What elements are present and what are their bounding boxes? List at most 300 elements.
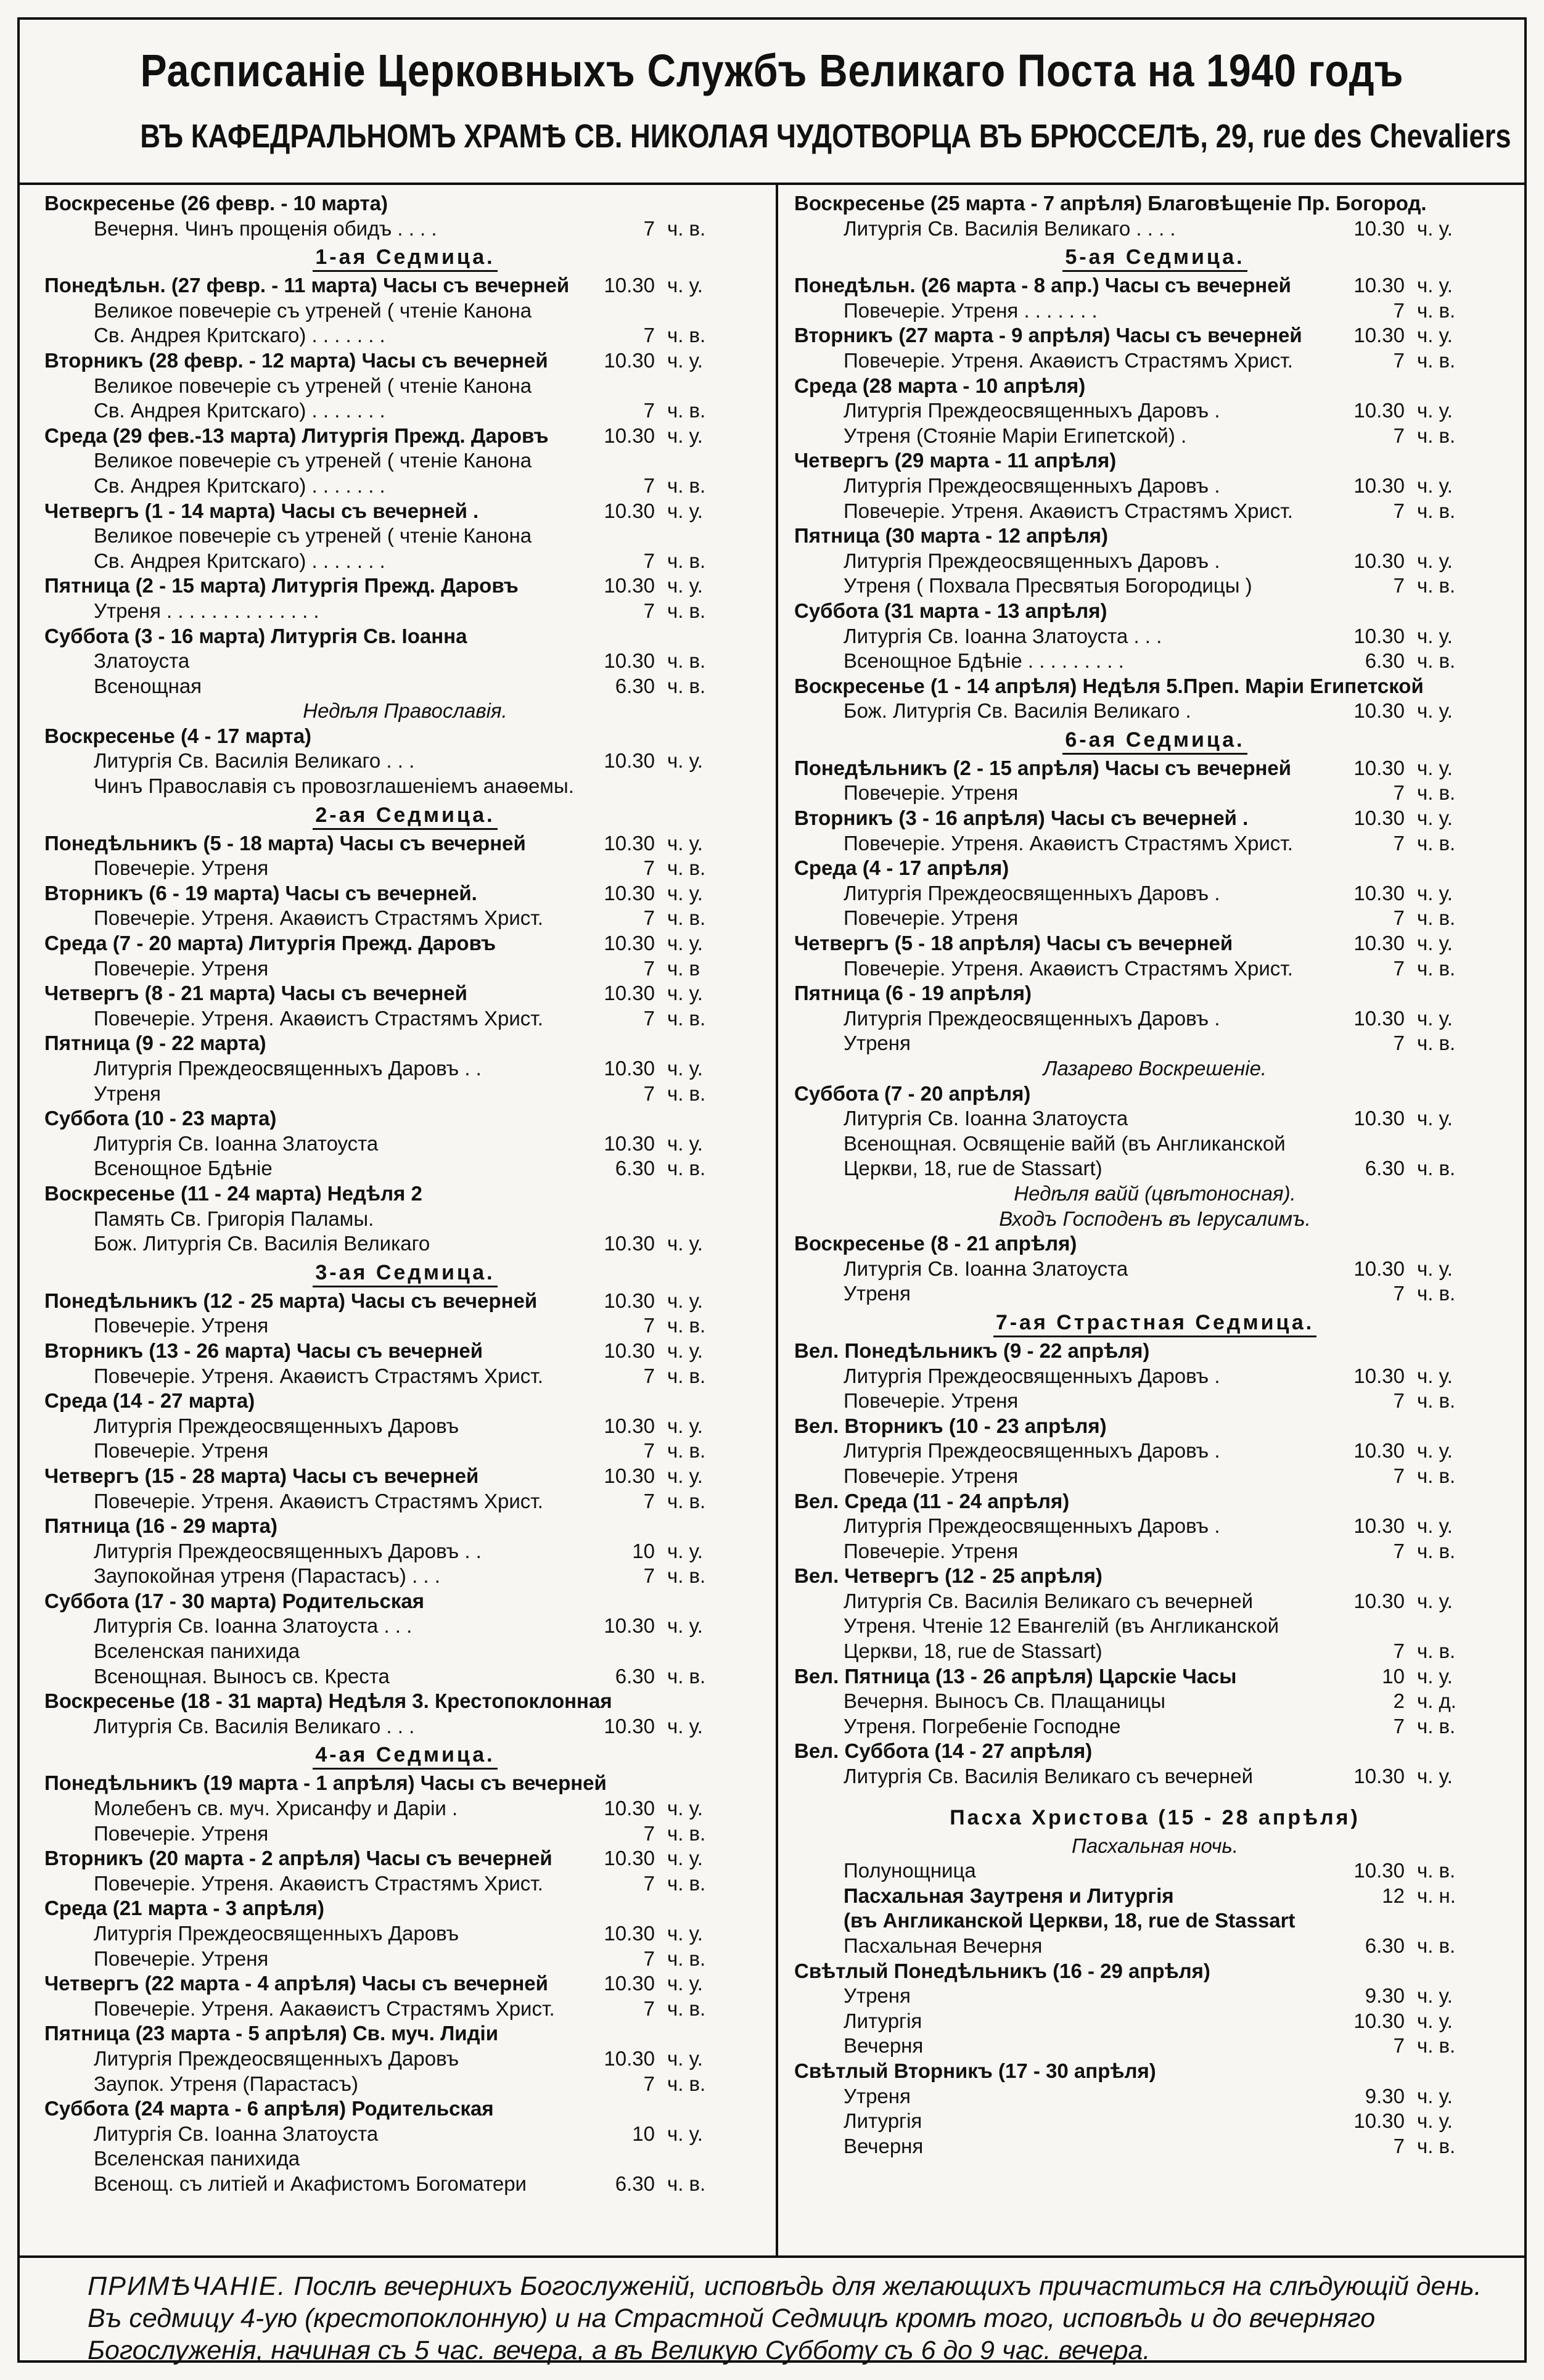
service-time: 10.30	[1353, 1514, 1405, 1538]
service-time: 10.30	[1353, 881, 1405, 905]
service-time: 10.30	[604, 649, 655, 673]
time-unit: ч. у.	[1417, 1765, 1453, 1788]
time-unit: ч. в.	[1417, 574, 1456, 597]
service-time: 7	[1393, 1282, 1405, 1305]
row-text: Понедѣльникъ (19 марта - 1 апрѣля) Часы съ вечерней	[44, 1771, 607, 1795]
row-text: Пятница (23 марта - 5 апрѣля) Св. муч. Лидіи	[44, 2022, 498, 2045]
time-unit: ч. в.	[667, 474, 706, 497]
row-text: Повечеріе. Утреня	[94, 1314, 269, 1337]
day-heading	[794, 674, 1516, 699]
row-text: Воскресенье (18 - 31 марта) Недѣля 3. Крестопоклонная	[44, 1689, 612, 1713]
time-unit: ч. у.	[667, 1057, 703, 1080]
feast-caption	[794, 1834, 1516, 1859]
time-unit: ч. у.	[1417, 1257, 1453, 1280]
time-unit: ч. в.	[667, 549, 706, 572]
row-text: Молебенъ св. муч. Хрисанфу и Даріи .	[94, 1797, 458, 1820]
row-text: Повечеріе. Утреня. Акаѳистъ Страстямъ Христ.	[844, 499, 1293, 522]
service-time: 9.30	[1365, 2084, 1405, 2107]
service-time: 10.30	[1353, 1257, 1405, 1280]
service-time: 7	[643, 856, 655, 880]
row-text: Всенощное Бдѣніе . . . . . . . . .	[844, 649, 1124, 673]
row-text: Недѣля вайй (цвѣтоносная).	[1014, 1181, 1296, 1205]
time-unit: ч. у.	[1417, 474, 1453, 497]
service-item	[794, 1364, 1516, 1389]
service-time: 7	[1393, 1639, 1405, 1663]
service-time: 10.30	[1353, 1859, 1405, 1882]
row-text: Всенощная. Освященіе вайй (въ Англиканской	[844, 1131, 1286, 1155]
row-text: 2-ая Седмица.	[313, 802, 497, 830]
time-unit: ч. у.	[1417, 624, 1453, 647]
service-time: 7	[643, 399, 655, 422]
day-heading	[44, 1589, 766, 1614]
row-text: Литургія Св. Іоанна Златоуста	[844, 1257, 1128, 1280]
day-heading	[794, 2059, 1516, 2084]
day-heading	[44, 624, 766, 649]
time-unit: ч. у.	[1417, 2109, 1453, 2133]
service-item	[794, 781, 1516, 806]
row-text: Пятница (9 - 22 марта)	[44, 1032, 266, 1055]
row-text: Вселенская панихида	[94, 1639, 300, 1663]
service-time: 7	[643, 956, 655, 980]
time-unit: ч. в.	[1417, 298, 1456, 322]
day-heading	[44, 881, 766, 906]
row-text: Понедѣльникъ (5 - 18 марта) Часы съ вечерней	[44, 831, 526, 855]
service-item	[794, 1689, 1516, 1714]
row-text: Повечеріе. Утреня	[94, 856, 269, 880]
row-text: Свѣтлый Понедѣльникъ (16 - 29 апрѣля)	[794, 1959, 1210, 1982]
service-time: 6.30	[615, 674, 655, 697]
service-item	[44, 2146, 766, 2172]
time-unit: ч. у.	[667, 749, 703, 773]
service-item	[44, 674, 766, 699]
day-heading	[44, 1339, 766, 1364]
service-item	[44, 1664, 766, 1689]
service-item	[44, 1871, 766, 1897]
day-heading	[44, 981, 766, 1006]
day-heading	[44, 1514, 766, 1539]
service-item	[794, 1389, 1516, 1414]
service-item	[794, 474, 1516, 499]
row-text: Воскресенье (8 - 21 апрѣля)	[794, 1232, 1077, 1255]
service-time: 10.30	[604, 1972, 655, 1995]
time-unit: ч. в.	[1417, 2034, 1456, 2058]
time-unit: ч. в.	[667, 2072, 706, 2095]
service-time: 7	[1393, 831, 1405, 855]
time-unit: ч. у.	[667, 1847, 703, 1870]
service-time: 10.30	[604, 1714, 655, 1738]
row-text: Суббота (17 - 30 марта) Родительская	[44, 1589, 424, 1612]
service-item	[44, 474, 766, 499]
day-heading	[794, 1081, 1516, 1107]
service-item	[44, 2046, 766, 2072]
row-text: Понедѣльн. (27 февр. - 11 марта) Часы съ вечерней	[44, 274, 570, 297]
service-item	[44, 2072, 766, 2097]
row-text: 1-ая Седмица.	[313, 244, 497, 272]
row-text: Повечеріе. Утреня	[844, 1464, 1019, 1487]
service-time: 7	[1393, 956, 1405, 980]
time-unit: ч. у.	[667, 1539, 703, 1562]
day-heading	[44, 1771, 766, 1796]
row-text: Литургія Преждеосвященныхъ Даровъ . .	[94, 1057, 482, 1080]
time-unit: ч. в.	[667, 599, 706, 622]
row-text: Повечеріе. Утреня	[844, 1389, 1019, 1413]
service-time: 2	[1393, 1689, 1405, 1713]
day-heading	[794, 806, 1516, 831]
service-item	[794, 1257, 1516, 1282]
service-item	[794, 1031, 1516, 1056]
service-item	[794, 699, 1516, 724]
service-time: 10.30	[1353, 1589, 1405, 1612]
service-time: 10.30	[604, 1464, 655, 1487]
day-heading	[794, 856, 1516, 881]
note-text: Послѣ вечернихъ Богослуженій, исповѣдь для желающихъ причаститься на слѣдующій день. Въ седмицу 4-ую (крестопоклонную) и на Страстной Седмицѣ кромѣ того, исповѣдь и до вечерняго Богослуженія, начиная съ 5 час. вечера, а въ Великую Субботу съ 6 до 9 час. вечера.	[88, 2271, 1482, 2365]
row-text: Среда (21 марта - 3 апрѣля)	[44, 1897, 324, 1920]
service-item	[794, 2033, 1516, 2059]
row-text: Понедѣльникъ (12 - 25 марта) Часы съ вечерней	[44, 1289, 538, 1312]
row-text: Литургія Св. Іоанна Златоуста . . .	[844, 624, 1162, 647]
row-text: Литургія Св. Василія Великаго . . .	[94, 1714, 415, 1738]
row-text: 6-ая Седмица.	[1062, 727, 1247, 755]
row-text: Воскресенье (11 - 24 марта) Недѣля 2	[44, 1181, 422, 1205]
time-unit: ч. у.	[1417, 324, 1453, 347]
service-item	[794, 549, 1516, 574]
row-text: Вечерня	[844, 2134, 924, 2157]
row-text: Литургія Св. Василія Великаго . . . .	[844, 216, 1176, 240]
service-item	[44, 1231, 766, 1257]
service-time: 6.30	[1365, 649, 1405, 673]
time-unit: ч. у.	[1417, 1514, 1453, 1538]
day-heading	[44, 2021, 766, 2046]
row-text: Вечерня. Чинъ прощенія обидъ . . . .	[94, 216, 437, 240]
day-heading	[794, 1564, 1516, 1589]
service-item	[44, 856, 766, 881]
service-item	[44, 1156, 766, 1181]
service-item	[794, 956, 1516, 982]
row-text: Полунощница	[844, 1859, 976, 1882]
time-unit: ч. у.	[667, 348, 703, 372]
time-unit: ч. у.	[667, 574, 703, 597]
service-item	[794, 881, 1516, 906]
service-item	[44, 1714, 766, 1739]
service-time: 10	[1382, 1664, 1405, 1688]
time-unit: ч. в.	[667, 856, 706, 880]
row-text: Повечеріе. Утреня	[844, 906, 1019, 930]
row-text: Вел. Суббота (14 - 27 апрѣля)	[794, 1739, 1093, 1763]
service-time: 10.30	[604, 1232, 655, 1255]
service-item	[44, 649, 766, 674]
row-text: Литургія	[844, 2109, 922, 2133]
service-time: 10.30	[1353, 1107, 1405, 1130]
service-item	[794, 1764, 1516, 1789]
time-unit: ч. в.	[667, 649, 706, 673]
day-heading	[794, 1339, 1516, 1364]
service-time: 7	[643, 599, 655, 622]
service-item	[44, 374, 766, 399]
row-text: Понедѣльникъ (2 - 15 апрѣля) Часы съ вечерней	[794, 756, 1292, 779]
service-item	[44, 1489, 766, 1514]
row-text: Недѣля Православія.	[303, 699, 507, 723]
service-item	[44, 1947, 766, 1972]
feast-caption	[44, 699, 766, 724]
service-time: 10.30	[604, 982, 655, 1005]
service-time: 7	[1393, 2034, 1405, 2058]
row-text: Воскресенье (1 - 14 апрѣля) Недѣля 5.Преп. Маріи Египетской	[794, 674, 1424, 697]
row-text: Входъ Господенъ въ Іерусалимъ.	[999, 1207, 1311, 1230]
time-unit: ч. у.	[1417, 549, 1453, 572]
row-text: Утреня	[844, 1282, 911, 1305]
service-item	[794, 1589, 1516, 1614]
service-item	[794, 216, 1516, 242]
row-text: Среда (4 - 17 апрѣля)	[794, 856, 1009, 880]
time-unit: ч. у.	[667, 1614, 703, 1638]
service-time: 10.30	[604, 574, 655, 597]
row-text: Великое повечеріе съ утреней ( чтеніе Канона	[94, 298, 532, 322]
row-text: 7-ая Страстная Седмица.	[993, 1310, 1316, 1337]
service-time: 10.30	[604, 1847, 655, 1870]
row-text: Всенощная	[94, 674, 202, 697]
time-unit: ч. у.	[667, 424, 703, 447]
service-item	[44, 1821, 766, 1847]
row-text: Суббота (7 - 20 апрѣля)	[794, 1081, 1031, 1105]
feast-caption	[794, 1056, 1516, 1081]
service-time: 7	[643, 1564, 655, 1588]
row-text: 5-ая Седмица.	[1062, 244, 1247, 272]
time-unit: ч. в.	[667, 1489, 706, 1512]
service-time: 7	[643, 2072, 655, 2095]
service-time: 7	[643, 549, 655, 572]
row-text: Среда (28 марта - 10 апрѣля)	[794, 374, 1086, 397]
row-text: Повечеріе. Утреня	[844, 781, 1019, 805]
row-text: Повечеріе. Утреня	[844, 1539, 1019, 1562]
row-text: Великое повечеріе съ утреней ( чтеніе Канона	[94, 449, 532, 472]
service-time: 10.30	[1353, 324, 1405, 347]
row-text: Повечеріе. Утреня	[94, 1439, 269, 1463]
day-heading	[44, 1971, 766, 1996]
row-text: Литургія Преждеосвященныхъ Даровъ . .	[94, 1539, 482, 1562]
service-time: 10	[632, 1539, 655, 1562]
service-item	[794, 649, 1516, 674]
row-text: Литургія Преждеосвященныхъ Даровъ	[94, 2046, 459, 2070]
service-time: 7	[643, 1439, 655, 1463]
row-text: Вел. Понедѣльникъ (9 - 22 апрѣля)	[794, 1339, 1150, 1362]
time-unit: ч. в.	[1417, 1157, 1456, 1180]
day-heading	[44, 1464, 766, 1489]
service-item	[794, 348, 1516, 374]
service-item	[44, 1438, 766, 1464]
service-item	[44, 1056, 766, 1081]
time-unit: ч. у.	[667, 1232, 703, 1255]
row-text: Вторникъ (13 - 26 марта) Часы съ вечерней	[44, 1339, 483, 1362]
day-heading	[794, 931, 1516, 956]
service-item	[794, 2134, 1516, 2159]
service-time: 7	[643, 216, 655, 240]
time-unit: ч. в.	[1417, 1934, 1456, 1957]
service-time: 10.30	[1353, 274, 1405, 297]
day-heading	[794, 1231, 1516, 1257]
service-item	[44, 398, 766, 424]
row-text: Воскресенье (25 марта - 7 апрѣля) Благовѣщеніе Пр. Богород.	[794, 192, 1427, 215]
note-paragraph	[88, 2270, 1500, 2366]
row-text: Литургія Преждеосвященныхъ Даровъ .	[844, 549, 1220, 572]
service-item	[44, 1364, 766, 1389]
service-time: 7	[643, 1996, 655, 2020]
note-label: ПРИМѢЧАНІЕ.	[88, 2271, 287, 2301]
service-time: 12	[1382, 1884, 1405, 1907]
time-unit: ч. в.	[1417, 781, 1456, 805]
time-unit: ч. у.	[667, 982, 703, 1005]
row-text: Всенощное Бдѣніе	[94, 1157, 273, 1180]
time-unit: ч. в.	[1417, 1539, 1456, 1562]
time-unit: ч. в.	[1417, 649, 1456, 673]
time-unit: ч. н.	[1417, 1884, 1456, 1907]
time-unit: ч. у.	[1417, 2084, 1453, 2107]
day-heading	[794, 323, 1516, 348]
service-time: 7	[1393, 574, 1405, 597]
row-text: Пятница (16 - 29 марта)	[44, 1514, 278, 1538]
service-time: 6.30	[1365, 1934, 1405, 1957]
day-heading	[44, 1846, 766, 1871]
service-time: 7	[643, 1871, 655, 1895]
row-text: Суббота (3 - 16 марта) Литургія Св. Іоанна	[44, 624, 467, 647]
row-text: Повечеріе. Утреня	[94, 1821, 269, 1845]
row-text: Литургія	[844, 2009, 922, 2032]
week-heading	[794, 724, 1516, 756]
row-text: Повечеріе. Утреня. Акаѳистъ Страстямъ Христ.	[94, 1489, 543, 1512]
service-time: 7	[643, 1947, 655, 1970]
service-item	[44, 1796, 766, 1821]
day-heading	[44, 1031, 766, 1056]
service-item	[44, 599, 766, 624]
time-unit: ч. у.	[667, 2122, 703, 2145]
row-text: Повечеріе. Утреня. Акаѳистъ Страстямъ Христ.	[844, 831, 1293, 855]
service-time: 10.30	[1353, 1364, 1405, 1387]
service-item	[44, 1539, 766, 1564]
service-time: 9.30	[1365, 1984, 1405, 2008]
day-heading	[44, 348, 766, 374]
service-time: 10.30	[1353, 2009, 1405, 2032]
service-time: 6.30	[615, 2172, 655, 2195]
service-item	[794, 499, 1516, 524]
service-time: 10.30	[1353, 1439, 1405, 1463]
row-text: Заупокойная утреня (Парастасъ) . . .	[94, 1564, 440, 1588]
row-text: Среда (14 - 27 марта)	[44, 1389, 255, 1413]
service-time: 7	[1393, 1464, 1405, 1487]
schedule-frame	[17, 17, 1527, 2363]
service-item	[794, 2084, 1516, 2109]
row-text: Вторникъ (28 февр. - 12 марта) Часы съ вечерней	[44, 348, 548, 372]
row-text: Св. Андрея Критскаго) . . . . . . .	[94, 399, 385, 422]
row-text: Бож. Литургія Св. Василія Великаго	[94, 1232, 430, 1255]
row-text: 4-ая Седмица.	[313, 1742, 497, 1770]
service-item	[794, 1539, 1516, 1564]
service-item	[794, 1006, 1516, 1032]
service-item	[44, 2172, 766, 2197]
service-time: 7	[643, 906, 655, 930]
time-unit: ч. у.	[1417, 1006, 1453, 1030]
time-unit: ч. у.	[1417, 699, 1453, 723]
service-item	[794, 1106, 1516, 1131]
row-text: Воскресенье (26 февр. - 10 марта)	[44, 192, 388, 215]
day-heading	[794, 981, 1516, 1006]
schedule-column-left	[44, 191, 766, 2197]
time-unit: ч. в.	[1417, 499, 1456, 522]
row-text: Утреня	[844, 2084, 911, 2107]
service-time: 6.30	[615, 1664, 655, 1688]
row-text: Вел. Вторникъ (10 - 23 апрѣля)	[794, 1414, 1107, 1437]
service-time: 7	[1393, 906, 1405, 930]
time-unit: ч. в.	[667, 1564, 706, 1588]
time-unit: ч. у.	[667, 1414, 703, 1437]
time-unit: ч. в.	[1417, 424, 1456, 447]
time-unit: ч. у.	[1417, 1589, 1453, 1612]
day-heading	[794, 1489, 1516, 1514]
service-item	[44, 1639, 766, 1664]
row-text: Пасхальная Вечерня	[844, 1934, 1043, 1957]
week-heading	[44, 241, 766, 273]
day-heading	[44, 931, 766, 956]
time-unit: ч. у.	[1417, 932, 1453, 955]
service-time: 6.30	[615, 1157, 655, 1180]
time-unit: ч. у.	[667, 1972, 703, 1995]
header	[20, 20, 1524, 185]
service-time: 10.30	[1353, 699, 1405, 723]
time-unit: ч. у.	[667, 1131, 703, 1155]
time-unit: ч. у.	[667, 1797, 703, 1820]
time-unit: ч. у.	[1417, 399, 1453, 422]
row-text: Св. Андрея Критскаго) . . . . . . .	[94, 324, 385, 347]
feast-caption	[794, 1207, 1516, 1232]
service-time: 10.30	[1353, 549, 1405, 572]
day-heading	[794, 374, 1516, 399]
day-heading	[44, 831, 766, 856]
row-text: Церкви, 18, rue de Stassart)	[844, 1639, 1103, 1663]
service-item	[794, 298, 1516, 324]
time-unit: ч. в.	[667, 906, 706, 930]
service-time: 7	[643, 1314, 655, 1337]
service-item	[44, 1131, 766, 1157]
row-text: Повечеріе. Утреня	[94, 1947, 269, 1970]
row-text: Вечерня	[844, 2034, 924, 2058]
service-item	[44, 774, 766, 799]
row-text: Среда (29 фев.-13 марта) Литургія Прежд. Даровъ	[44, 424, 549, 447]
time-unit: ч. в.	[667, 1821, 706, 1845]
service-item	[44, 1414, 766, 1439]
service-item	[44, 549, 766, 574]
row-text: Четвергъ (5 - 18 апрѣля) Часы съ вечерней	[794, 932, 1233, 955]
service-time: 10.30	[1353, 399, 1405, 422]
week-heading	[44, 1257, 766, 1289]
time-unit: ч. в.	[667, 2172, 706, 2195]
row-text: Литургія Преждеосвященныхъ Даровъ .	[844, 1006, 1220, 1030]
service-item	[44, 749, 766, 774]
schedule-column-right	[794, 191, 1516, 2159]
row-text: 3-ая Седмица.	[313, 1260, 497, 1287]
time-unit: ч. д.	[1417, 1689, 1456, 1713]
time-unit: ч. в.	[1417, 1714, 1456, 1738]
row-text: Вечерня. Выносъ Св. Плащаницы	[844, 1689, 1166, 1713]
time-unit: ч. в.	[667, 1364, 706, 1387]
service-item	[44, 1996, 766, 2022]
row-text: Пятница (6 - 19 апрѣля)	[794, 982, 1032, 1005]
service-item	[794, 1131, 1516, 1157]
service-item	[794, 1156, 1516, 1181]
service-time: 7	[1393, 1389, 1405, 1413]
service-time: 7	[1393, 2134, 1405, 2157]
time-unit: ч. у.	[1417, 1107, 1453, 1130]
row-text: Суббота (10 - 23 марта)	[44, 1107, 277, 1130]
service-time: 10.30	[604, 1339, 655, 1362]
service-item	[794, 398, 1516, 424]
